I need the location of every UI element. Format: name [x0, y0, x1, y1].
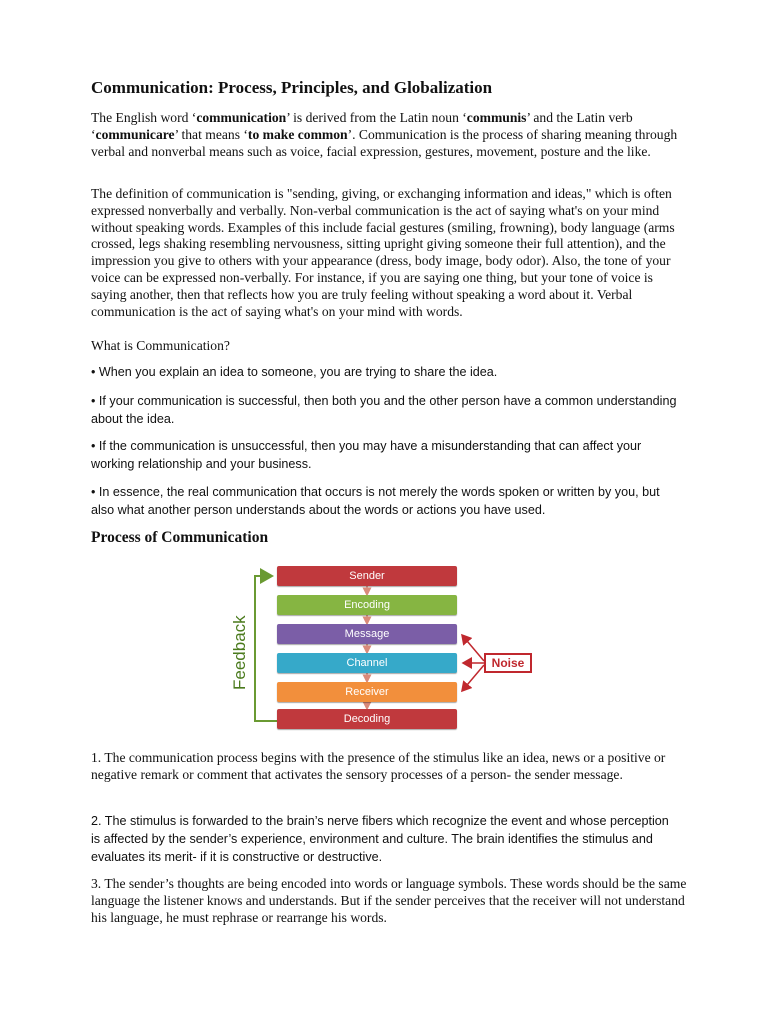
diagram-connectors	[220, 563, 550, 733]
bullet-item: • If the communication is unsuccessful, then you may have a misunderstanding that can affect your working relationship and your business.	[91, 439, 642, 471]
intro-paragraph	[91, 110, 691, 160]
process-step-1: 1. The communication process begins with the presence of the stimulus like an idea, news or a positive or negative remark or comment that activates the sensory processes of a person- the sender message.	[91, 750, 666, 782]
bullet-item: • If your communication is successful, then both you and the other person have a common understanding about the idea.	[91, 394, 677, 426]
intro-text-1: The English word ‘	[91, 110, 197, 125]
definition-paragraph: The definition of communication is "sending, giving, or exchanging information and ideas," which is often expressed nonverbally and verbally. Non-verbal communication is the act of saying what's on your mind without speaking words. Examples of this include facial gestures (smiling, frowning), body language (arms crossed, legs shaking resembling nervousness, sitting upright giving someone their full attention), and the impression you give to others with your appearance (dress, body image, body odor). Also, the tone of your voice can be expressed non-verbally. For instance, if you are saying one thing, but your tone of voice is saying another, then that reflects how you are truly feeling without speaking a word about it. Verbal communication is the act of saying what's on your mind with words.	[91, 186, 675, 319]
process-step-2: 2. The stimulus is forwarded to the brain’s nerve fibers which recognize the event and whose perception is affected by the sender’s experience, environment and culture. The brain identifies the stimulus and evaluates its merit- if it is constructive or destructive.	[91, 814, 669, 864]
noise-label: Noise	[484, 653, 532, 673]
intro-text-2: ’ is derived from the Latin noun ‘	[286, 110, 467, 125]
feedback-label: Feedback	[230, 615, 249, 690]
step-decoding: Decoding	[277, 709, 457, 729]
communication-process-diagram	[220, 563, 550, 733]
step-sender: Sender	[277, 566, 457, 586]
process-step-3: 3. The sender’s thoughts are being encoded into words or language symbols. These words should be the same language the listener knows and understands. But if the sender perceives that the receiver will not understand his language, he must rephrase or rearrange his words.	[91, 876, 687, 925]
intro-text-4: ’ that means ‘	[174, 126, 248, 142]
process-heading: Process of Communication	[91, 529, 269, 546]
intro-term-communicare: communicare	[95, 126, 175, 142]
step-message: Message	[277, 624, 457, 644]
intro-term-communis: communis	[466, 110, 527, 125]
noise-arrow-down	[462, 665, 484, 691]
intro-term-to-make-common: to make common	[247, 126, 348, 142]
noise-arrow-up	[462, 635, 484, 661]
feedback-loop-arrow	[255, 576, 277, 721]
page-title: Communication: Process, Principles, and Globalization	[91, 78, 493, 97]
intro-text-5: ’. Communication is the process of sharing meaning through verbal and nonverbal means such as voice, facial expression, gestures, movement, posture and the like.	[91, 126, 678, 159]
intro-text-3: ’ and the Latin verb ‘	[91, 110, 633, 142]
step-channel: Channel	[277, 653, 457, 673]
what-is-heading: What is Communication?	[91, 338, 230, 353]
bullet-item: • In essence, the real communication that occurs is not merely the words spoken or written by you, but also what another person understands about the words or actions you have used.	[91, 485, 660, 517]
step-encoding: Encoding	[277, 595, 457, 615]
step-receiver: Receiver	[277, 682, 457, 702]
bullet-item: • When you explain an idea to someone, you are trying to share the idea.	[91, 365, 498, 379]
intro-term-communication: communication	[196, 110, 287, 125]
